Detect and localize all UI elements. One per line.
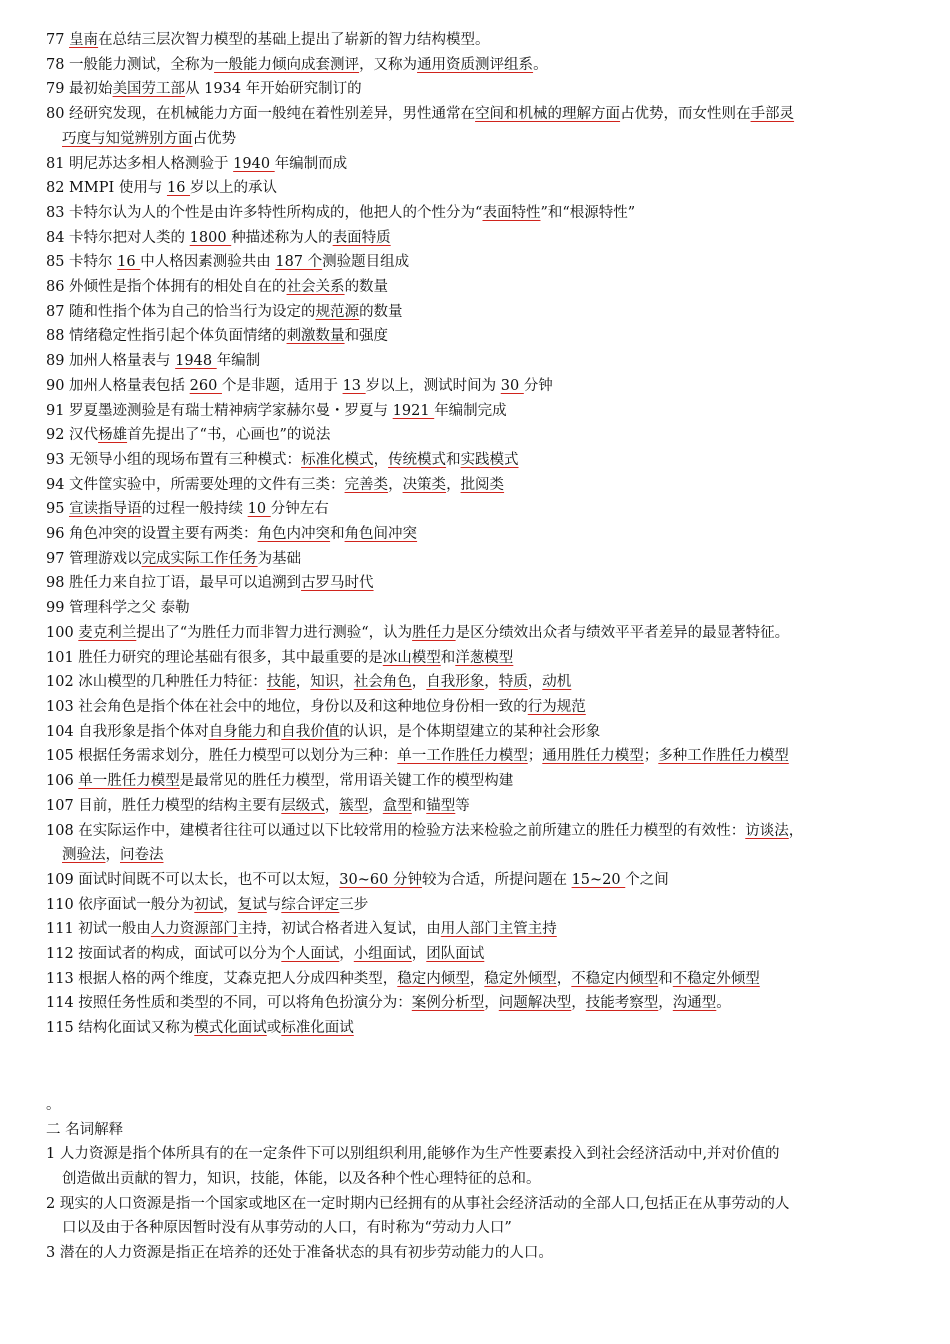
answer-underlined: 角色内冲突: [257, 526, 331, 543]
item-text: 个是非题，适用于: [221, 377, 343, 394]
item-text: 占优势，而女性则在: [620, 106, 751, 123]
answer-underlined: 一般能力倾向成套测评: [214, 56, 360, 73]
item-text: 。: [533, 56, 548, 73]
section-title: 二 名词解释: [46, 1121, 124, 1138]
list-item: [46, 349, 914, 374]
item-text: 分钟: [523, 377, 553, 394]
item-text: 首先提出了“书，心画也”的说法: [127, 427, 331, 444]
answer-underlined: 复试: [237, 896, 267, 913]
answer-underlined: 角色间冲突: [344, 526, 418, 543]
list-item: [46, 695, 914, 720]
item-text: 101 胜任力研究的理论基础有很多，其中最重要的是: [46, 649, 383, 666]
item-text: 97 管理游戏以: [46, 550, 142, 567]
list-item: [46, 497, 914, 522]
item-text: 105 根据任务需求划分，胜任力模型可以划分为三种：: [46, 748, 398, 765]
item-text: ，: [484, 995, 499, 1012]
list-item: [46, 720, 914, 745]
list-item: [46, 152, 914, 177]
definition-item: 3 潜在的人力资源是指正在培养的还处于准备状态的具有初步劳动能力的人口。: [46, 1245, 553, 1262]
answer-underlined: 盒型: [382, 797, 412, 814]
answer-underlined: 巧度与知觉辨别方面: [62, 130, 193, 147]
list-item: [46, 744, 914, 769]
spacer: [46, 1041, 914, 1093]
list-item: [46, 942, 914, 967]
item-text: 86 外倾性是指个体拥有的相处自在的: [46, 279, 287, 296]
answer-underlined: 问题解决型: [498, 995, 572, 1012]
definition-continuation: 口以及由于各种原因暂时没有从事劳动的人口，有时称为“劳动力人口”: [62, 1220, 512, 1237]
answer-underlined: 稳定外倾型: [484, 970, 557, 987]
list-item: [46, 1016, 914, 1041]
answer-underlined: 社会关系: [286, 279, 345, 296]
item-text: 115 结构化面试又称为: [46, 1020, 195, 1037]
list-item: [46, 547, 914, 572]
answer-underlined: 洋葱模型: [455, 649, 514, 666]
list-item: [46, 819, 914, 844]
list-item: [46, 991, 914, 1016]
list-item: [46, 670, 914, 695]
item-text: ，: [339, 674, 354, 691]
answer-underlined: 决策类: [402, 476, 447, 493]
item-text: ，: [658, 995, 673, 1012]
item-text: 为基础: [257, 550, 302, 567]
answer-underlined: 通用胜任力模型: [542, 748, 644, 765]
item-text: 中人格因素测验共由: [140, 254, 276, 271]
item-text: ，: [105, 847, 120, 864]
answer-underlined: 人力资源部门: [150, 921, 238, 938]
item-text: 提出了“为胜任力而非智力进行测验“，认为: [136, 624, 413, 641]
item-text: ，: [469, 970, 485, 987]
item-text: 88 情绪稳定性指引起个体负面情绪的: [46, 328, 287, 345]
list-item: [46, 522, 914, 547]
answer-underlined: 通用资质测评组系: [417, 56, 534, 73]
answer-underlined: 沟通型: [672, 995, 717, 1012]
list-item: [46, 621, 914, 646]
item-text: 与: [266, 896, 282, 913]
answer-underlined: 初试: [194, 896, 224, 913]
answer-underlined: 10: [247, 501, 271, 518]
item-text: 岁以上的承认: [190, 180, 278, 197]
answer-underlined: 单一胜任力模型: [78, 773, 180, 790]
item-text: ，: [373, 451, 389, 468]
answer-underlined: 自身能力: [208, 723, 267, 740]
answer-underlined: 层级式: [281, 797, 325, 814]
answer-underlined: 实践模式: [460, 451, 519, 468]
item-text: ，: [339, 946, 354, 963]
list-item: [46, 176, 914, 201]
answer-underlined: 团队面试: [426, 946, 485, 963]
item-text: ，又称为: [359, 56, 418, 73]
list-item: [46, 374, 914, 399]
answer-underlined: 1921: [392, 402, 435, 419]
list-item: [46, 769, 914, 794]
answer-underlined: 测验法: [62, 847, 106, 864]
item-text: 80 经研究发现，在机械能力方面一般纯在着性别差异，男性通常在: [46, 106, 476, 123]
answer-underlined: 不稳定外倾型: [672, 970, 760, 987]
item-text: 是最常见的胜任力模型，常用语关键工作的模型构建: [179, 773, 514, 790]
item-text: 的数量: [344, 279, 389, 296]
answer-underlined: 行为规范: [527, 698, 586, 715]
item-text: 108 在实际运作中，建模者往往可以通过以下比较常用的检验方法来检验之前所建立的胜任力模型的有效性：: [46, 822, 746, 839]
item-text: 在总结三层次智力模型的基础上提出了崭新的智力结构模型。: [98, 32, 490, 48]
answer-underlined: 特质: [498, 674, 528, 691]
item-text: 91 罗夏墨迹测验是有瑞士精神病学家赫尔曼・罗夏与: [46, 402, 393, 419]
item-text: 107 目前，胜任力模型的结构主要有: [46, 797, 282, 814]
answer-underlined: 13: [342, 377, 366, 394]
item-text: 的认识，是个体期望建立的某种社会形象: [339, 723, 601, 740]
item-text: 和强度: [344, 328, 389, 345]
list-item: [46, 201, 914, 226]
list-item: [46, 868, 914, 893]
item-text: 的数量: [359, 303, 403, 320]
item-text: 分钟左右: [270, 501, 329, 518]
item-text: ，: [788, 822, 804, 839]
item-text: 90 加州人格量表包括: [46, 377, 190, 394]
list-item: [46, 324, 914, 349]
answer-underlined: 260: [189, 377, 222, 394]
item-text: ，: [571, 995, 586, 1012]
item-text: 和: [266, 723, 282, 740]
answer-underlined: 批阅类: [460, 476, 505, 493]
answer-underlined: 模式化面试: [194, 1020, 267, 1037]
answer-underlined: 簇型: [339, 797, 369, 814]
list-item: [46, 399, 914, 424]
answer-underlined: 表面特性: [482, 204, 541, 221]
item-text: 79 最初始: [46, 81, 113, 98]
item-text: 84 卡特尔把对人类的: [46, 229, 190, 246]
item-text: ，: [446, 476, 461, 493]
item-text: 个之间: [625, 871, 669, 888]
item-text: ，: [295, 674, 311, 691]
item-text: 106: [46, 773, 79, 790]
answer-underlined: 宣读指导语: [69, 501, 142, 518]
answer-underlined: 技能考察型: [585, 995, 659, 1012]
answer-underlined: 单一工作胜任力模型: [397, 748, 528, 765]
item-text: 95: [46, 501, 70, 518]
answer-underlined: 空间和机械的理解方面: [475, 106, 621, 123]
answer-underlined: 案例分析型: [411, 995, 485, 1012]
item-continuation: [46, 127, 914, 152]
answer-underlined: 1800: [189, 229, 232, 246]
list-item: [46, 300, 914, 325]
answer-underlined: 麦克利兰: [78, 624, 137, 641]
answer-underlined: 个人面试: [281, 946, 340, 963]
answer-underlined: 30: [500, 377, 524, 394]
answer-underlined: 访谈法: [745, 822, 789, 839]
answer-underlined: 知识: [310, 674, 340, 691]
item-text: 96 角色冲突的设置主要有两类：: [46, 526, 258, 543]
item-text: 主持，初试合格者进入复试，由: [237, 921, 441, 938]
item-text: ，: [324, 797, 340, 814]
answer-underlined: 多种工作胜任力模型: [658, 748, 789, 765]
answer-underlined: 稳定内倾型: [397, 970, 470, 987]
answer-underlined: 社会角色: [353, 674, 412, 691]
item-text: 78 一般能力测试，全称为: [46, 56, 215, 73]
item-text: 等: [455, 797, 470, 814]
item-text: 或: [266, 1020, 282, 1037]
item-text: 81 明尼苏达多相人格测验于: [46, 155, 234, 172]
item-text: 77: [46, 32, 70, 48]
item-text: 。: [716, 995, 731, 1012]
item-text: 和: [411, 797, 427, 814]
item-text: 99 管理科学之父 泰勒: [46, 600, 190, 617]
answer-underlined: 187 个: [275, 254, 323, 271]
item-text: 113 根据人格的两个维度，艾森克把人分成四种类型，: [46, 970, 398, 987]
item-text: ；: [527, 748, 543, 765]
item-text: 和: [446, 451, 461, 468]
list-item: [46, 967, 914, 992]
item-text: 测验题目组成: [322, 254, 410, 271]
list-item: [46, 917, 914, 942]
item-text: 111 初试一般由: [46, 921, 151, 938]
item-text: 种描述称为人的: [231, 229, 333, 246]
answer-underlined: 美国劳工部: [112, 81, 186, 98]
item-text: 岁以上，测试时间为: [365, 377, 501, 394]
answer-underlined: 规范源: [315, 303, 360, 320]
answer-underlined: 技能: [266, 674, 296, 691]
item-text: 104 自我形象是指个体对: [46, 723, 209, 740]
fill-in-list: [46, 28, 914, 1041]
answer-underlined: 1948: [175, 353, 217, 370]
list-item: [46, 77, 914, 102]
answer-underlined: 杨雄: [98, 427, 128, 444]
answer-underlined: 自我形象: [426, 674, 485, 691]
list-item: [46, 893, 914, 918]
answer-underlined: 表面特质: [332, 229, 391, 246]
list-item: [46, 473, 914, 498]
item-text: ，: [411, 674, 427, 691]
definition-item: 2 现实的人口资源是指一个国家或地区在一定时期内已经拥有的从事社会经济活动的全部人口,包括正在从事劳动的人: [46, 1195, 790, 1212]
item-text: 100: [46, 624, 79, 641]
item-text: ”和“根源特性”: [540, 204, 636, 221]
answer-underlined: 胜任力: [412, 624, 456, 641]
answer-underlined: 皇南: [69, 32, 99, 48]
list-item: [46, 226, 914, 251]
list-item: [46, 794, 914, 819]
item-text: ，: [484, 674, 499, 691]
item-text: ，: [556, 970, 572, 987]
answer-underlined: 标准化面试: [281, 1020, 354, 1037]
answer-underlined: 手部灵: [750, 106, 795, 123]
item-text: ，: [368, 797, 383, 814]
list-item: [46, 571, 914, 596]
answer-underlined: 完善类: [344, 476, 389, 493]
item-text: 占优势: [192, 130, 236, 147]
answer-underlined: 用人部门主管主持: [440, 921, 557, 938]
answer-underlined: 冰山模型: [382, 649, 441, 666]
item-text: 的过程一般持续: [141, 501, 248, 518]
item-text: 年编制而成: [274, 155, 348, 172]
item-text: 103 社会角色是指个体在社会中的地位，身份以及和这种地位身份相一致的: [46, 698, 528, 715]
item-text: 较为合适，所提问题在: [421, 871, 572, 888]
item-text: 93 无领导小组的现场布置有三种模式：: [46, 451, 302, 468]
item-text: 从 1934 年开始研究制订的: [185, 81, 362, 98]
list-item: [46, 596, 914, 621]
item-text: 102 冰山模型的几种胜任力特征：: [46, 674, 267, 691]
list-item: [46, 102, 914, 127]
item-continuation: [46, 843, 914, 868]
answer-underlined: 古罗马时代: [301, 575, 374, 592]
item-text: ，: [223, 896, 238, 913]
item-text: 82 MMPI 使用与: [46, 180, 167, 197]
answer-underlined: 小组面试: [353, 946, 412, 963]
list-item: [46, 53, 914, 78]
stray-mark: 。: [46, 1096, 61, 1113]
answer-underlined: 不稳定内倾型: [571, 970, 659, 987]
item-text: 110 依序面试一般分为: [46, 896, 195, 913]
item-text: 109 面试时间既不可以太长，也不可以太短，: [46, 871, 340, 888]
item-text: 92 汉代: [46, 427, 99, 444]
item-text: 114 按照任务性质和类型的不同，可以将角色扮演分为：: [46, 995, 412, 1012]
list-item: [46, 28, 914, 53]
definition-item: 1 人力资源是指个体所具有的在一定条件下可以别组织利用,能够作为生产性要素投入到社会经济活动中,并对价值的: [46, 1146, 780, 1163]
definition-continuation: 创造做出贡献的智力，知识，技能，体能，以及各种个性心理特征的总和。: [62, 1170, 541, 1187]
item-text: ，: [527, 674, 543, 691]
answer-underlined: 16: [166, 180, 191, 197]
item-text: 和: [330, 526, 345, 543]
item-text: 是区分绩效出众者与绩效平平者差异的最显著特征。: [455, 624, 790, 641]
answer-underlined: 动机: [542, 674, 572, 691]
item-text: 年编制: [216, 353, 261, 370]
item-text: 三步: [339, 896, 369, 913]
item-text: 83 卡特尔认为人的个性是由许多特性所构成的，他把人的个性分为“: [46, 204, 483, 221]
answer-underlined: 标准化模式: [301, 451, 374, 468]
item-text: 87 随和性指个体为自己的恰当行为设定的: [46, 303, 316, 320]
answer-underlined: 传统模式: [388, 451, 447, 468]
list-item: [46, 448, 914, 473]
answer-underlined: 完成实际工作任务: [141, 550, 258, 567]
answer-underlined: 16: [117, 254, 141, 271]
item-text: ，: [411, 946, 427, 963]
item-text: 94 文件筐实验中，所需要处理的文件有三类：: [46, 476, 345, 493]
answer-underlined: 15~20: [571, 871, 626, 888]
list-item: [46, 275, 914, 300]
item-text: 89 加州人格量表与: [46, 353, 176, 370]
answer-underlined: 问卷法: [120, 847, 164, 864]
definition-list: [46, 1142, 914, 1266]
list-item: [46, 646, 914, 671]
item-text: 112 按面试者的构成，面试可以分为: [46, 946, 282, 963]
list-item: [46, 423, 914, 448]
item-text: 年编制完成: [434, 402, 507, 419]
answer-underlined: 30~60 分钟: [339, 871, 422, 888]
item-text: 98 胜任力来自拉丁语，最早可以追溯到: [46, 575, 302, 592]
item-text: ，: [388, 476, 403, 493]
item-text: 和: [440, 649, 456, 666]
item-text: ；: [643, 748, 659, 765]
answer-underlined: 锚型: [426, 797, 456, 814]
answer-underlined: 刺激数量: [286, 328, 345, 345]
answer-underlined: 综合评定: [281, 896, 340, 913]
answer-underlined: 1940: [233, 155, 275, 172]
item-text: 85 卡特尔: [46, 254, 118, 271]
item-text: 和: [658, 970, 673, 987]
answer-underlined: 自我价值: [281, 723, 340, 740]
list-item: [46, 250, 914, 275]
